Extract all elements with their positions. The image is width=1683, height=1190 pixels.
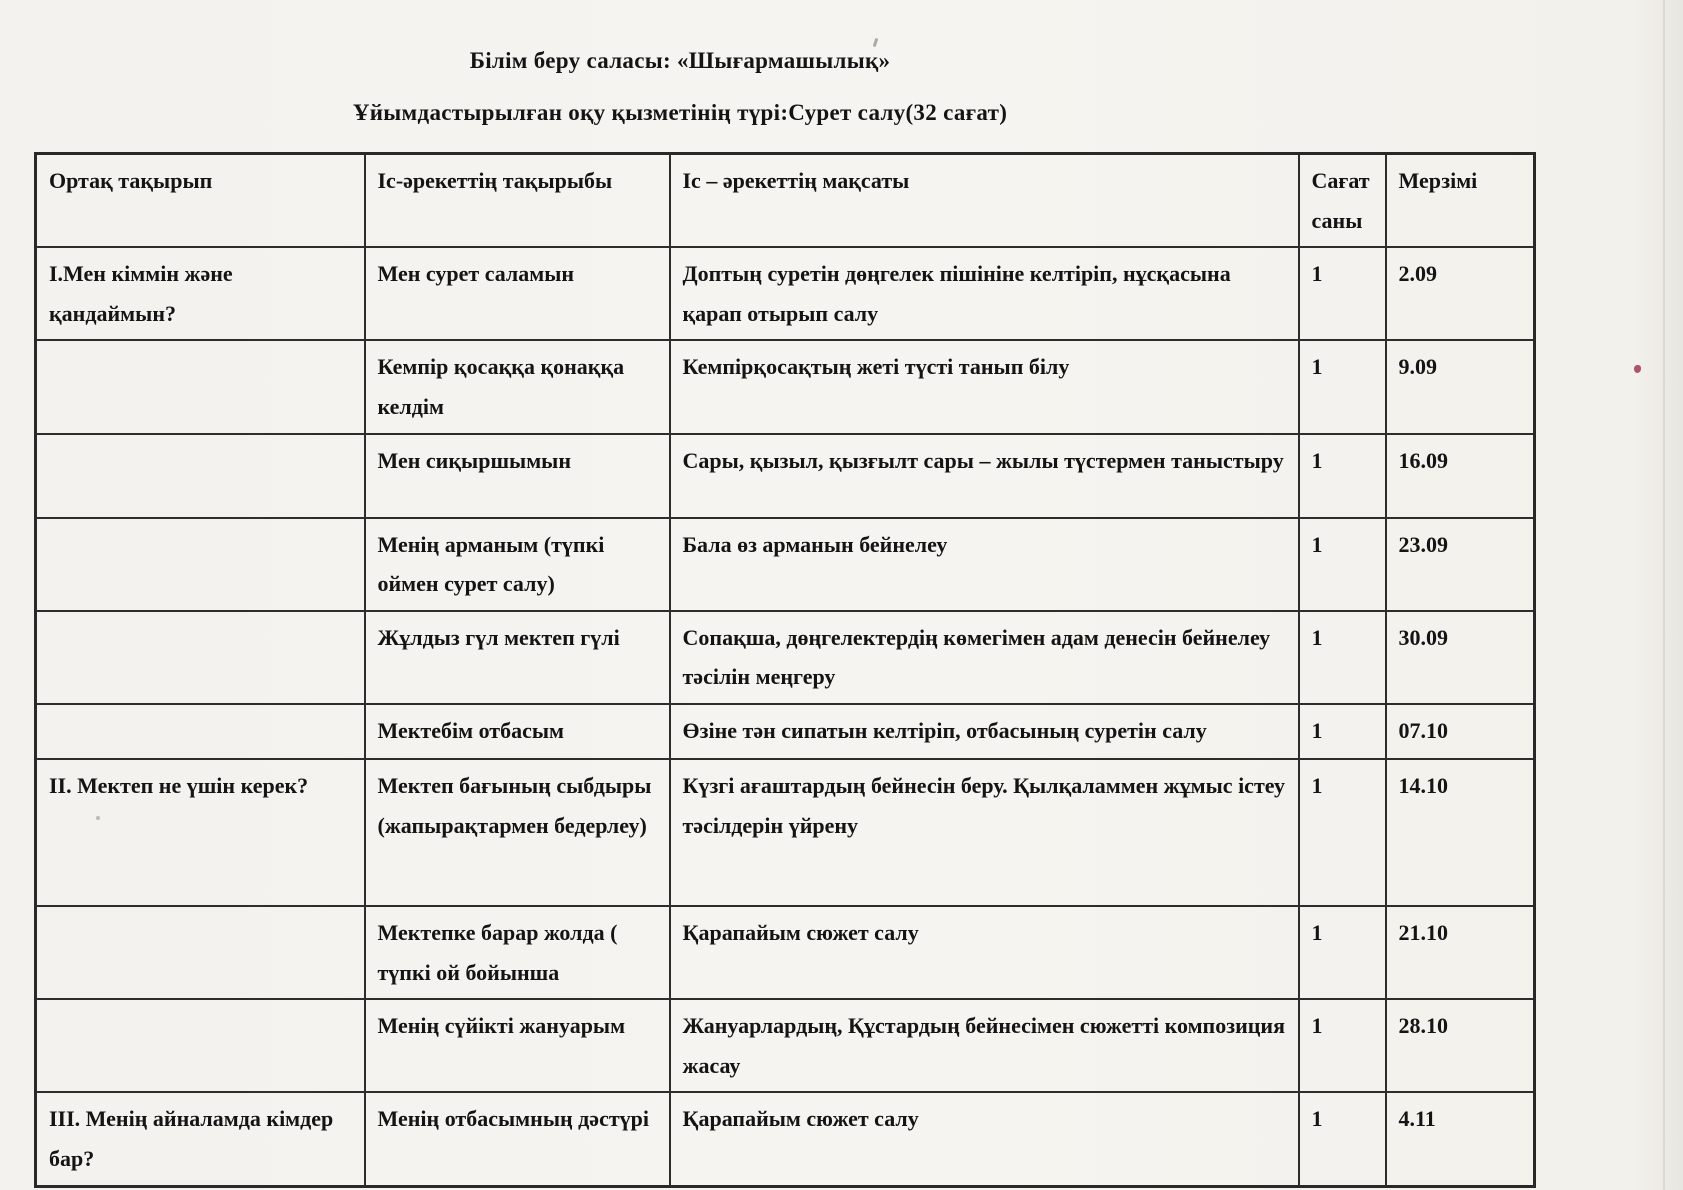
table-row bbox=[36, 247, 1535, 340]
lesson-plan-table bbox=[34, 152, 1536, 1188]
cell-goal: Қарапайым сюжет салу bbox=[670, 906, 1299, 999]
cell-goal: Қарапайым сюжет салу bbox=[670, 1092, 1299, 1186]
cell-theme: ІІ. Мектеп не үшін керек? bbox=[36, 759, 365, 906]
cell-hours: 1 bbox=[1299, 247, 1386, 340]
table-row bbox=[36, 759, 1535, 906]
cell-theme bbox=[36, 906, 365, 999]
cell-theme bbox=[36, 704, 365, 759]
header-theme: Ортақ тақырып bbox=[36, 154, 365, 248]
cell-theme bbox=[36, 434, 365, 518]
scan-speck-dot bbox=[96, 816, 100, 820]
document-subtitle: Ұйымдастырылған оқу қызметінің түрі:Сурет салу(32 сағат) bbox=[352, 100, 1008, 125]
document-heading bbox=[0, 48, 1360, 126]
cell-theme: ІІІ. Менің айналамда кімдер бар? bbox=[36, 1092, 365, 1186]
cell-date: 14.10 bbox=[1386, 759, 1535, 906]
cell-hours: 1 bbox=[1299, 999, 1386, 1092]
cell-topic: Мектеп бағының сыбдыры (жапырақтармен бедерлеу) bbox=[365, 759, 670, 906]
cell-hours: 1 bbox=[1299, 518, 1386, 611]
table-row bbox=[36, 1092, 1535, 1186]
cell-goal: Кемпірқосақтың жеті түсті танып білу bbox=[670, 340, 1299, 433]
cell-hours: 1 bbox=[1299, 340, 1386, 433]
table-row bbox=[36, 999, 1535, 1092]
cell-date: 07.10 bbox=[1386, 704, 1535, 759]
cell-date: 23.09 bbox=[1386, 518, 1535, 611]
cell-theme bbox=[36, 340, 365, 433]
cell-goal: Сары, қызыл, қызғылт сары – жылы түстермен таныстыру bbox=[670, 434, 1299, 518]
cell-goal: Өзіне тән сипатын келтіріп, отбасының суретін салу bbox=[670, 704, 1299, 759]
cell-goal: Жануарлардың, Құстардың бейнесімен сюжетті композиция жасау bbox=[670, 999, 1299, 1092]
cell-date: 21.10 bbox=[1386, 906, 1535, 999]
cell-theme bbox=[36, 611, 365, 704]
cell-hours: 1 bbox=[1299, 704, 1386, 759]
scan-speck-mark bbox=[873, 38, 879, 47]
table-row bbox=[36, 906, 1535, 999]
cell-topic: Менің отбасымның дәстүрі bbox=[365, 1092, 670, 1186]
table-row bbox=[36, 704, 1535, 759]
table-row bbox=[36, 518, 1535, 611]
cell-goal: Сопақша, дөңгелектердің көмегімен адам денесін бейнелеу тәсілін меңгеру bbox=[670, 611, 1299, 704]
cell-date: 28.10 bbox=[1386, 999, 1535, 1092]
document-title: Білім беру саласы: «Шығармашылық» bbox=[469, 48, 891, 73]
cell-date: 9.09 bbox=[1386, 340, 1535, 433]
scan-red-dot bbox=[1634, 365, 1641, 373]
cell-date: 2.09 bbox=[1386, 247, 1535, 340]
cell-topic: Жұлдыз гүл мектеп гүлі bbox=[365, 611, 670, 704]
cell-hours: 1 bbox=[1299, 759, 1386, 906]
cell-goal: Бала өз арманын бейнелеу bbox=[670, 518, 1299, 611]
table-header-row bbox=[36, 154, 1535, 248]
cell-topic: Мен сиқыршымын bbox=[365, 434, 670, 518]
cell-hours: 1 bbox=[1299, 1092, 1386, 1186]
table-row bbox=[36, 434, 1535, 518]
header-date: Мерзімі bbox=[1386, 154, 1535, 248]
table-row bbox=[36, 340, 1535, 433]
cell-goal: Күзгі ағаштардың бейнесін беру. Қылқаламмен жұмыс істеу тәсілдерін үйрену bbox=[670, 759, 1299, 906]
cell-topic: Кемпір қосаққа қонаққа келдім bbox=[365, 340, 670, 433]
header-topic: Іс-әрекеттің тақырыбы bbox=[365, 154, 670, 248]
cell-hours: 1 bbox=[1299, 434, 1386, 518]
scan-edge-line bbox=[1663, 0, 1665, 1190]
cell-theme: І.Мен кіммін және қандаймын? bbox=[36, 247, 365, 340]
cell-topic: Мен сурет саламын bbox=[365, 247, 670, 340]
cell-date: 16.09 bbox=[1386, 434, 1535, 518]
cell-topic: Менің сүйікті жануарым bbox=[365, 999, 670, 1092]
cell-date: 4.11 bbox=[1386, 1092, 1535, 1186]
cell-theme bbox=[36, 999, 365, 1092]
cell-topic: Менің арманым (түпкі оймен сурет салу) bbox=[365, 518, 670, 611]
cell-hours: 1 bbox=[1299, 906, 1386, 999]
cell-topic: Мектепке барар жолда ( түпкі ой бойынша bbox=[365, 906, 670, 999]
cell-goal: Доптың суретін дөңгелек пішініне келтіріп, нұсқасына қарап отырып салу bbox=[670, 247, 1299, 340]
cell-date: 30.09 bbox=[1386, 611, 1535, 704]
cell-topic: Мектебім отбасым bbox=[365, 704, 670, 759]
cell-theme bbox=[36, 518, 365, 611]
header-goal: Іс – әрекеттің мақсаты bbox=[670, 154, 1299, 248]
table-row bbox=[36, 611, 1535, 704]
header-hours: Сағат саны bbox=[1299, 154, 1386, 248]
cell-hours: 1 bbox=[1299, 611, 1386, 704]
